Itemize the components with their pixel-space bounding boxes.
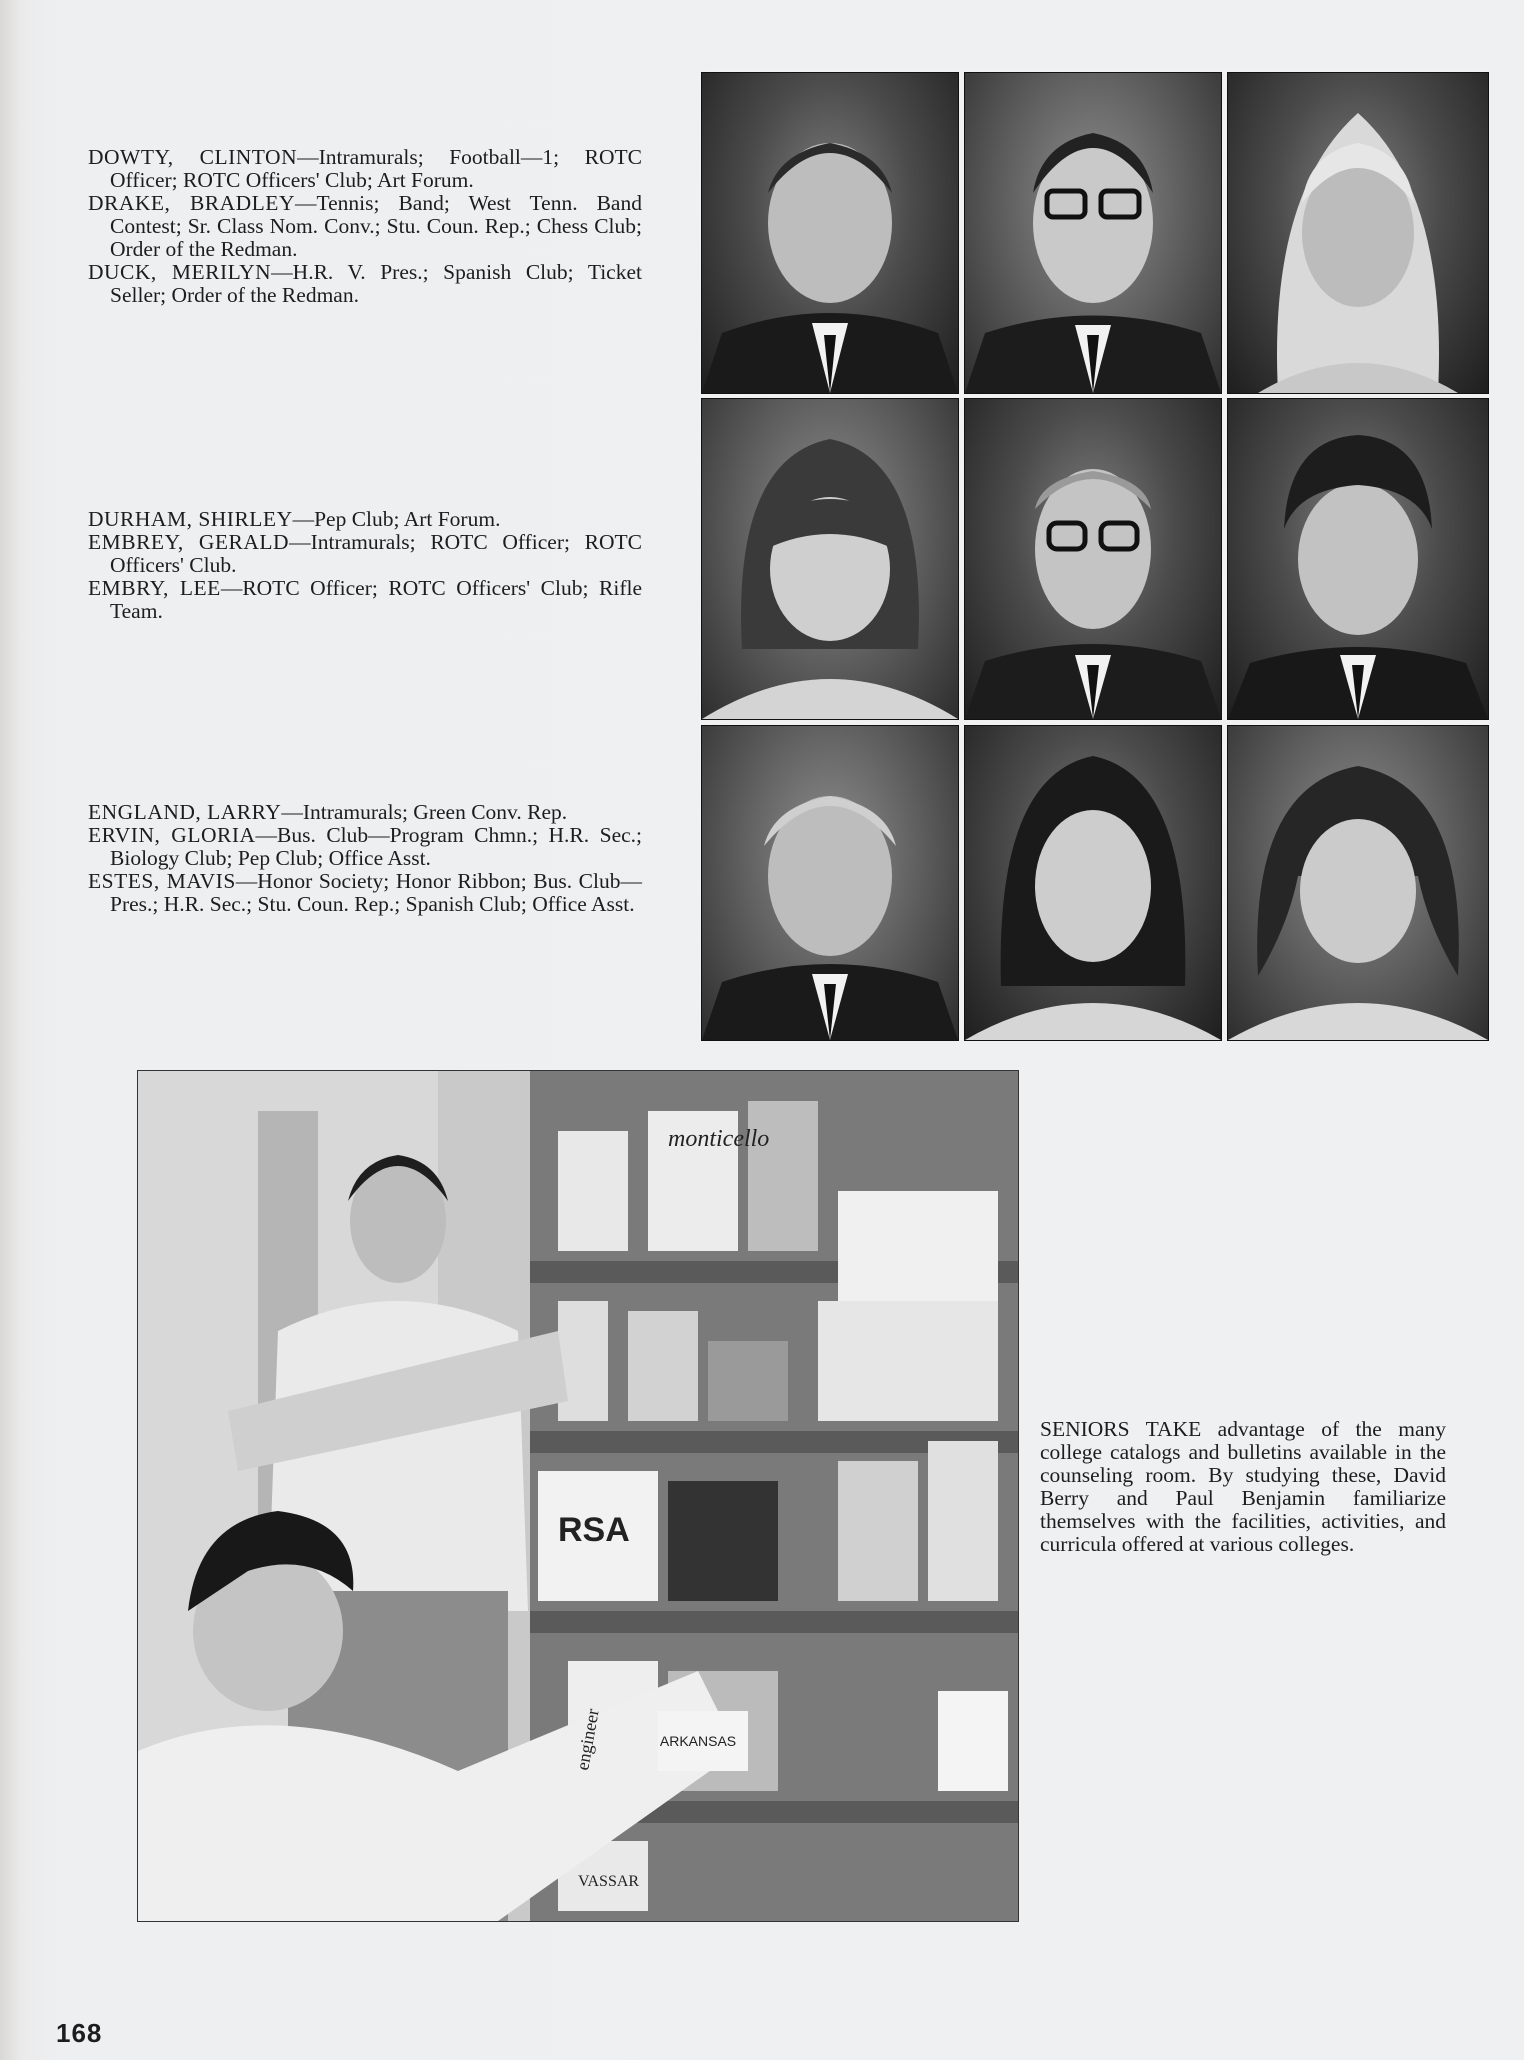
bio-block-1 <box>88 146 642 307</box>
portrait-photo <box>701 725 959 1041</box>
bio-entry: DUCK, MERILYN—H.R. V. Pres.; Spanish Club; Ticket Seller; Order of the Redman. <box>88 260 642 307</box>
portrait-photo <box>964 72 1222 394</box>
catalog-title-rsa: RSA <box>558 1511 630 1549</box>
bio-block-2 <box>88 508 642 623</box>
catalog-title-arkansas: ARKANSAS <box>659 1733 737 1749</box>
bio-entry: EMBRY, LEE—ROTC Officer; ROTC Officers' Club; Rifle Team. <box>88 576 642 623</box>
page-number: 168 <box>56 2018 103 2048</box>
catalog-title-vassar: VASSAR <box>578 1873 640 1890</box>
counseling-room-photo <box>137 1070 1019 1922</box>
portrait-photo <box>1227 398 1489 720</box>
portrait-photo <box>964 725 1222 1041</box>
bio-entry: DURHAM, SHIRLEY—Pep Club; Art Forum. <box>88 507 501 531</box>
bio-entry: EMBREY, GERALD—Intramurals; ROTC Officer; ROTC Officers' Club. <box>88 530 642 577</box>
bio-entry: ERVIN, GLORIA—Bus. Club—Program Chmn.; H.R. Sec.; Biology Club; Pep Club; Office Asst. <box>88 823 643 870</box>
catalog-title-monticello: monticello <box>668 1126 770 1152</box>
portrait-grid <box>699 70 1489 1042</box>
portrait-photo <box>964 398 1222 720</box>
portrait-photo <box>1227 72 1489 394</box>
bio-block-3 <box>88 801 642 916</box>
bio-entry: DOWTY, CLINTON—Intramurals; Football—1; ROTC Officer; ROTC Officers' Club; Art Forum. <box>88 145 642 192</box>
catalog-title-engineer: engineer <box>572 1707 603 1772</box>
portrait-photo <box>1227 725 1489 1041</box>
portrait-photo <box>701 398 959 720</box>
portrait-photo <box>701 72 959 394</box>
bio-entry: ENGLAND, LARRY—Intramurals; Green Conv. Rep. <box>88 800 568 824</box>
bio-entry: ESTES, MAVIS—Honor Society; Honor Ribbon; Bus. Club—Pres.; H.R. Sec.; Stu. Coun. Rep.; Spanish Club; Office Asst. <box>88 869 642 916</box>
photo-caption: SENIORS TAKE advantage of the many college catalogs and bulletins available in the counseling room. By studying these, David Berry and Paul Benjamin familiarize themselves with the facilities, activities, and curricula offered at various colleges. <box>1040 1417 1446 1556</box>
bio-entry: DRAKE, BRADLEY—Tennis; Band; West Tenn. Band Contest; Sr. Class Nom. Conv.; Stu. Coun. Rep.; Chess Club; Order of the Redman. <box>88 191 642 261</box>
